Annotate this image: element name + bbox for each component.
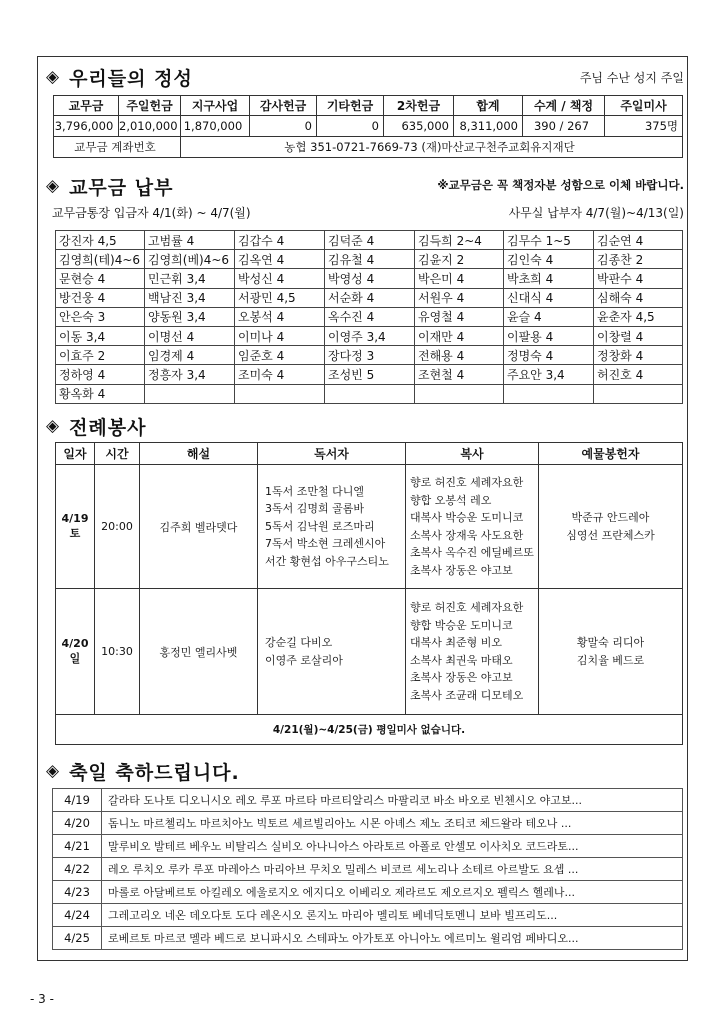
offering-header-row (54, 96, 683, 116)
dues-transfer-notice: ※교무금은 꼭 책정자분 성함으로 이체 바랍니다. (437, 178, 684, 192)
offering-title: 우리들의 정성 (69, 68, 193, 90)
dues-cell: 정흥자 3,4 (145, 365, 235, 384)
service-section-heading (46, 413, 147, 440)
offering-header: 합계 (454, 96, 523, 116)
dues-cell: 황옥화 4 (56, 384, 145, 403)
service-server: 초복사 장동은 야고보 (410, 563, 513, 577)
dues-cell: 이효주 2 (56, 346, 145, 365)
service-offerer-cell (539, 465, 683, 589)
dues-cell: 유영철 4 (415, 307, 504, 326)
feast-row (53, 904, 683, 927)
dues-cell: 이명선 4 (145, 326, 235, 345)
service-commentator: 홍정민 엘리사벳 (140, 589, 258, 715)
dues-cell: 이동 3,4 (56, 326, 145, 345)
dues-cell: 김인숙 4 (504, 250, 594, 269)
dues-cell: 이재만 4 (415, 326, 504, 345)
feast-row (53, 858, 683, 881)
feast-names: 갈라타 도나토 디오니시오 레오 루포 마르타 마르티알리스 마팔리코 바소 바오로 빈첸시오 야고보... (102, 789, 683, 812)
dues-cell: 김순연 4 (594, 231, 683, 250)
feast-row (53, 927, 683, 950)
service-footer-row (56, 715, 683, 745)
dues-row (56, 365, 683, 384)
service-server: 소복사 장재욱 사도요한 (410, 528, 524, 542)
dues-cell: 오봉석 4 (235, 307, 325, 326)
dues-cell: 박초희 4 (504, 269, 594, 288)
dues-cell: 조현철 4 (415, 365, 504, 384)
service-header: 일자 (56, 443, 95, 465)
service-server: 향로 허진호 세례자요한 (410, 476, 524, 489)
dues-row (56, 384, 683, 403)
diamond-bullet-icon: ◈ (46, 176, 60, 196)
service-footer-note: 4/21(월)~4/25(금) 평일미사 없습니다. (56, 715, 683, 745)
account-value: 농협 351-0721-7669-73 (재)마산교구천주교회유지재단 (181, 137, 683, 158)
service-server: 초복사 조균래 디모테오 (410, 688, 524, 702)
service-server: 초복사 장동은 야고보 (410, 671, 513, 684)
dues-row (56, 231, 683, 250)
dues-cell: 서순화 4 (325, 288, 415, 307)
dues-cell: 김무수 1~5 (504, 231, 594, 250)
service-reader-cell (258, 465, 406, 589)
dues-cell: 고범률 4 (145, 231, 235, 250)
offering-sunday-note: 주님 수난 성지 주일 (579, 71, 684, 85)
offering-header: 기타헌금 (317, 96, 384, 116)
dues-row (56, 307, 683, 326)
service-server: 대복사 박승운 도미니코 (410, 511, 524, 524)
offering-header: 주일헌금 (119, 96, 181, 116)
dues-row (56, 346, 683, 365)
dues-cell: 양동원 3,4 (145, 307, 235, 326)
service-server: 초복사 옥수진 에딜베르또 (410, 546, 534, 559)
dues-row (56, 269, 683, 288)
dues-title: 교무금 납부 (69, 177, 174, 199)
offering-value: 635,000 (384, 116, 454, 137)
dues-cell: 신대식 4 (504, 288, 594, 307)
dues-cell: 박판수 4 (594, 269, 683, 288)
dues-cell: 임준호 4 (235, 346, 325, 365)
service-server-cell (406, 589, 539, 715)
dues-cell: 백남진 3,4 (145, 288, 235, 307)
dues-cell: 김득희 2~4 (415, 231, 504, 250)
offering-value-row (54, 116, 683, 137)
service-server: 소복사 최권욱 마태오 (410, 653, 513, 667)
dues-cell: 서광민 4,5 (235, 288, 325, 307)
dues-cell: 김갑수 4 (235, 231, 325, 250)
feast-names: 로베르토 마르코 멜라 베드로 보니파시오 스테파노 아가토포 아니아노 에르미노 윌리엄 페바디오... (102, 927, 683, 950)
dues-cell: 이미나 4 (235, 326, 325, 345)
offering-table (53, 95, 683, 158)
dues-cell: 이팔용 4 (504, 326, 594, 345)
dues-cell: 김옥연 4 (235, 250, 325, 269)
offering-header: 2차헌금 (384, 96, 454, 116)
service-reader-cell (258, 589, 406, 715)
feast-date: 4/24 (53, 904, 102, 927)
offering-header: 감사헌금 (250, 96, 317, 116)
dues-cell: 박성신 4 (235, 269, 325, 288)
diamond-bullet-icon: ◈ (46, 761, 60, 781)
service-reader: 7독서 박소현 크레센시아 (265, 537, 386, 551)
dues-cell (235, 384, 325, 403)
offering-section-heading (46, 64, 193, 91)
dues-row (56, 288, 683, 307)
dues-cell: 조미숙 4 (235, 365, 325, 384)
offering-header: 주일미사 (605, 96, 683, 116)
dues-cell (504, 384, 594, 403)
dues-cell: 허진호 4 (594, 365, 683, 384)
dues-cell (145, 384, 235, 403)
service-server: 향합 오봉석 레오 (410, 493, 492, 507)
dues-cell: 김덕준 4 (325, 231, 415, 250)
service-date: 4/19 (61, 512, 89, 525)
service-server: 향합 박승운 도미니코 (410, 618, 513, 632)
service-date-cell (56, 465, 95, 589)
service-server-cell (406, 465, 539, 589)
feast-table (52, 788, 683, 950)
offering-value: 0 (317, 116, 384, 137)
feast-names: 그레고리오 네온 데오다토 도다 레온시오 론지노 마리아 멜리토 베네딕토멘니 보바 빌프리도... (102, 904, 683, 927)
service-header: 예물봉헌자 (539, 443, 683, 465)
dues-cell: 강진자 4,5 (56, 231, 145, 250)
offering-value: 3,796,000 (54, 116, 119, 137)
service-day: 토 (69, 527, 81, 540)
diamond-bullet-icon: ◈ (46, 67, 60, 87)
dues-table (55, 230, 683, 404)
offering-value: 8,311,000 (454, 116, 523, 137)
dues-cell: 정창화 4 (594, 346, 683, 365)
service-table (55, 442, 683, 745)
dues-cell: 김종찬 2 (594, 250, 683, 269)
dues-cell (325, 384, 415, 403)
feast-date: 4/20 (53, 812, 102, 835)
dues-cell: 임경제 4 (145, 346, 235, 365)
service-reader: 5독서 김낙원 로즈마리 (265, 519, 375, 533)
dues-row (56, 250, 683, 269)
feast-names: 마롤로 아달베르토 아킬레오 에울로지오 에지디오 이베리오 제라르도 제오르지오 펠릭스 헬레나... (102, 881, 683, 904)
service-header: 시간 (95, 443, 140, 465)
service-offerer: 박준규 안드레아 (571, 511, 650, 524)
dues-cell: 윤슬 4 (504, 307, 594, 326)
dues-cell: 정하영 4 (56, 365, 145, 384)
offering-header: 교무금 (54, 96, 119, 116)
feast-date: 4/23 (53, 881, 102, 904)
dues-cell: 김영희(테)4~6 (56, 250, 145, 269)
dues-cell: 김유철 4 (325, 250, 415, 269)
dues-cell: 정명숙 4 (504, 346, 594, 365)
feast-names: 레오 루치오 루카 루포 마레아스 마리아브 무치오 밀레스 비코르 세노리나 소테르 아르발도 요셉 ... (102, 858, 683, 881)
feast-row (53, 789, 683, 812)
service-server: 향로 허진호 세례자요한 (410, 601, 524, 614)
dues-cell: 이영주 3,4 (325, 326, 415, 345)
feast-title: 축일 축하드립니다. (69, 762, 240, 784)
dues-cell: 김영희(베)4~6 (145, 250, 235, 269)
service-header: 독서자 (258, 443, 406, 465)
service-date: 4/20 (61, 637, 89, 650)
feast-row (53, 881, 683, 904)
dues-cell: 이창렬 4 (594, 326, 683, 345)
service-reader: 강순길 다비오 (265, 636, 333, 649)
feast-date: 4/21 (53, 835, 102, 858)
dues-section-heading (46, 173, 173, 200)
offering-value: 375명 (605, 116, 683, 137)
service-offerer: 황말숙 리디아 (576, 636, 645, 649)
service-date-cell (56, 589, 95, 715)
offering-header: 수계 / 책정 (523, 96, 605, 116)
dues-cell: 민근휘 3,4 (145, 269, 235, 288)
service-reader: 서간 황현섭 아우구스티노 (265, 554, 389, 568)
feast-date: 4/25 (53, 927, 102, 950)
dues-cell: 문현승 4 (56, 269, 145, 288)
service-header-row (56, 443, 683, 465)
feast-names: 돔니노 마르첼리노 마르치아노 빅토르 세르빌리아노 시몬 아녜스 제노 조티코 체드왈라 테오나 ... (102, 812, 683, 835)
service-day: 일 (69, 652, 81, 665)
dues-cell: 박영성 4 (325, 269, 415, 288)
diamond-bullet-icon: ◈ (46, 416, 60, 436)
offering-value: 1,870,000 (181, 116, 250, 137)
service-offerer-cell (539, 589, 683, 715)
dues-period-office: 사무실 납부자 4/7(월)~4/13(일) (508, 206, 684, 220)
page-number: - 3 - (30, 992, 54, 1006)
dues-cell: 방건웅 4 (56, 288, 145, 307)
dues-cell: 심해숙 4 (594, 288, 683, 307)
service-time: 10:30 (95, 589, 140, 715)
dues-row (56, 326, 683, 345)
service-reader: 이영주 로살리아 (265, 653, 343, 667)
dues-cell: 안은숙 3 (56, 307, 145, 326)
dues-cell: 전해용 4 (415, 346, 504, 365)
dues-cell (415, 384, 504, 403)
dues-cell: 윤춘자 4,5 (594, 307, 683, 326)
service-offerer: 김치율 베드로 (576, 653, 645, 667)
service-title: 전례봉사 (69, 417, 147, 439)
service-commentator: 김주희 벨라뎃다 (140, 465, 258, 589)
feast-row (53, 812, 683, 835)
dues-period-bank: 교무금통장 입금자 4/1(화) ~ 4/7(월) (52, 206, 251, 220)
service-offerer: 심영선 프란체스카 (566, 528, 655, 542)
service-time: 20:00 (95, 465, 140, 589)
feast-section-heading (46, 758, 240, 785)
dues-cell: 김윤지 2 (415, 250, 504, 269)
offering-header: 지구사업 (181, 96, 250, 116)
service-header: 해설 (140, 443, 258, 465)
service-header: 복사 (406, 443, 539, 465)
offering-value: 2,010,000 (119, 116, 181, 137)
service-reader: 1독서 조만철 다니엘 (265, 484, 364, 498)
account-label: 교무금 계좌번호 (54, 137, 181, 158)
dues-cell: 서원우 4 (415, 288, 504, 307)
service-row (56, 589, 683, 715)
service-row (56, 465, 683, 589)
feast-date: 4/19 (53, 789, 102, 812)
offering-value: 390 / 267 (523, 116, 605, 137)
service-server: 대복사 최준형 비오 (410, 636, 503, 649)
feast-names: 말루비오 발테르 베우노 비탈리스 실비오 아나니아스 아라토르 아폴로 안셀모 이사치오 코드라토... (102, 835, 683, 858)
feast-row (53, 835, 683, 858)
offering-account-row (54, 137, 683, 158)
feast-date: 4/22 (53, 858, 102, 881)
dues-cell (594, 384, 683, 403)
dues-cell: 박은미 4 (415, 269, 504, 288)
offering-value: 0 (250, 116, 317, 137)
dues-cell: 주요안 3,4 (504, 365, 594, 384)
service-reader: 3독서 김명희 골롬바 (265, 502, 364, 516)
dues-cell: 옥수진 4 (325, 307, 415, 326)
dues-cell: 장다정 3 (325, 346, 415, 365)
dues-cell: 조성빈 5 (325, 365, 415, 384)
